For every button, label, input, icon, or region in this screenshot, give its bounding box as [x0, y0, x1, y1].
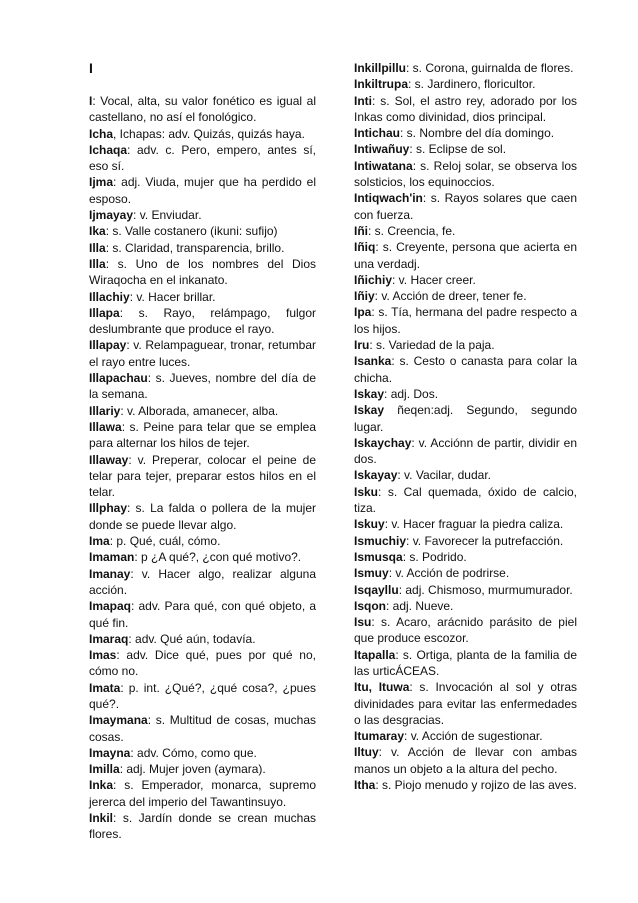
entry-definition: : adj. Dos.	[384, 386, 439, 401]
dictionary-entry	[354, 549, 577, 565]
entry-term: Illapachau	[89, 371, 148, 386]
dictionary-entry	[89, 712, 316, 745]
entry-term: Iskuy	[354, 517, 385, 532]
dictionary-entry	[89, 631, 316, 647]
entry-definition: : s. Podrido.	[402, 549, 467, 564]
entry-definition: : s. Jardinero, floricultor.	[408, 77, 536, 92]
entry-term: Isku	[354, 484, 379, 499]
entry-definition: : v. Acción de sugestionar.	[404, 729, 543, 744]
entry-definition: : s. Sol, el astro rey, adorado por los Inkas como divinidad, dios principal.	[354, 93, 577, 124]
entry-definition: : s. Tía, hermana del padre respecto a los hijos.	[354, 305, 577, 336]
dictionary-entry	[354, 288, 577, 304]
dictionary-entry	[354, 565, 577, 581]
entry-term: Illachiy	[89, 289, 130, 304]
dictionary-entry	[89, 500, 316, 533]
dictionary-entry	[354, 777, 577, 793]
entry-definition: : s. La falda o pollera de la mujer donde se puede llevar algo.	[89, 501, 316, 532]
entry-definition: : adj. Mujer joven (aymara).	[119, 762, 266, 777]
dictionary-entry	[354, 435, 577, 468]
entry-term: Illapa	[89, 305, 120, 320]
entry-definition: : s. Corona, guirnalda de flores.	[406, 61, 574, 75]
dictionary-entry	[89, 598, 316, 631]
letter-heading: I	[89, 60, 93, 76]
entry-definition: : v. Preperar, colocar el peine de telar para tejer, preparar estos hilos en el telar.	[89, 452, 316, 500]
dictionary-entry	[89, 142, 316, 175]
entry-term: Imayna	[89, 745, 131, 760]
dictionary-entry	[354, 598, 577, 614]
entry-term: Imanay	[89, 566, 131, 581]
entry-term: Imilla	[89, 762, 120, 777]
dictionary-entry	[89, 403, 316, 419]
dictionary-entry	[354, 337, 577, 353]
entry-definition: : s. Ortiga, planta de la familia de las urticÁCEAS.	[354, 647, 577, 678]
entry-term: Imapaq	[89, 599, 132, 614]
entry-definition: : p ¿A qué?, ¿con qué motivo?.	[134, 550, 302, 565]
entry-term: Iru	[354, 338, 370, 353]
dictionary-entry	[89, 126, 316, 142]
entry-term: Inkiltrupa	[354, 77, 409, 92]
dictionary-entry	[354, 614, 577, 647]
dictionary-entry	[354, 304, 577, 337]
entry-term: Ichaqa	[89, 142, 128, 157]
entry-definition: : s. Creencia, fe.	[368, 223, 456, 238]
entry-term: Intiwatana	[354, 158, 413, 173]
dictionary-entry	[354, 353, 577, 386]
entry-term: Iskay	[354, 403, 385, 418]
entry-term: Illa	[89, 240, 106, 255]
entry-definition: : v. Favorecer la putrefacción.	[406, 533, 564, 548]
entry-definition: : s. Peine para telar que se emplea para alternar los hilos de tejer.	[89, 419, 316, 451]
entry-definition: : v. Relampaguear, tronar, retumbar el rayo entre luces.	[89, 338, 316, 369]
entry-definition: : v. Hacer brillar.	[129, 289, 216, 304]
entry-definition: : s. Rayo, relámpago, fulgor deslumbrante que produce el rayo.	[89, 305, 316, 337]
entry-term: Intiqwach'in	[354, 191, 423, 206]
dictionary-entry	[89, 207, 316, 223]
entry-definition: : v. Vacilar, dudar.	[397, 468, 491, 483]
entry-definition: : s. Jardín donde se crean muchas flores.	[89, 811, 316, 842]
dictionary-entry	[354, 679, 577, 728]
entry-term: Illa	[89, 256, 106, 271]
entry-term: Intiwañuy	[354, 142, 410, 157]
entry-term: Imaman	[89, 550, 135, 565]
dictionary-entry	[354, 125, 577, 141]
entry-definition: : v. Enviudar.	[133, 208, 202, 223]
entry-definition: ñeqen:adj. Segundo, segundo lugar.	[354, 403, 577, 434]
dictionary-entry	[354, 484, 577, 517]
dictionary-entry	[89, 549, 316, 565]
entry-definition: : s. Nombre del día domingo.	[400, 126, 555, 141]
entry-term: Inkil	[89, 811, 114, 826]
dictionary-entry	[89, 452, 316, 501]
entry-term: Imata	[89, 680, 121, 695]
entry-definition: : s. Acaro, arácnido parásito de piel que produce escozor.	[354, 615, 577, 646]
entry-definition: : v. Hacer algo, realizar alguna acción.	[89, 566, 316, 597]
entry-term: Icha	[89, 126, 114, 141]
entry-definition: : v. Hacer fraguar la piedra caliza.	[384, 517, 564, 532]
entry-term: Ima	[89, 534, 110, 549]
dictionary-entry	[354, 582, 577, 598]
entry-definition: : s. Valle costanero (ikuni: sufijo)	[105, 224, 278, 239]
entry-term: Imaymana	[89, 713, 148, 728]
entry-term: Itu, Ituwa	[354, 680, 410, 695]
entry-definition: : s. Claridad, transparencia, brillo.	[105, 240, 285, 255]
dictionary-entry	[354, 141, 577, 157]
dictionary-entry	[89, 647, 316, 680]
entry-definition: : adj. Chismoso, murmumurador.	[398, 582, 573, 597]
dictionary-entry	[89, 240, 316, 256]
entry-term: Ismuchiy	[354, 533, 407, 548]
entry-definition: : s. Variedad de la paja.	[369, 338, 495, 353]
dictionary-entry	[89, 93, 316, 126]
dictionary-entry	[354, 190, 577, 223]
dictionary-entry	[89, 777, 316, 810]
entry-definition: : v. Acción de podrirse.	[388, 566, 510, 581]
dictionary-entry	[89, 745, 316, 761]
entry-definition: : Vocal, alta, su valor fonético es igual al castellano, no así el fonológico.	[89, 94, 316, 125]
entry-definition: : s. Rayos solares que caen con fuerza.	[354, 191, 577, 222]
entry-term: Ipa	[354, 305, 372, 320]
dictionary-entry	[354, 402, 577, 435]
entry-definition: : s. Multitud de cosas, muchas cosas.	[89, 713, 316, 744]
entry-definition: : adv. Para qué, con qué objeto, a qué fin.	[89, 599, 316, 630]
entry-definition: : adj. Nueve.	[386, 598, 454, 613]
dictionary-entry	[354, 533, 577, 549]
dictionary-entry	[89, 533, 316, 549]
entry-definition: : s. Jueves, nombre del día de la semana.	[89, 371, 316, 402]
entry-term: Isanka	[354, 354, 392, 369]
dictionary-entry	[354, 516, 577, 532]
entry-definition: : v. Hacer creer.	[392, 272, 476, 287]
entry-definition: : s. Eclipse de sol.	[409, 142, 507, 157]
entry-definition: : p. Qué, cuál, cómo.	[109, 534, 221, 549]
entry-term: Itha	[354, 778, 376, 793]
entry-term: Intichau	[354, 126, 401, 141]
dictionary-entry	[89, 223, 316, 239]
entry-definition: : s. Invocación al sol y otras divinidades para evitar las enfermedades o las desgracias.	[354, 680, 577, 727]
entry-definition: : s. Cesto o canasta para colar la chicha.	[354, 354, 577, 385]
dictionary-entry	[354, 239, 577, 272]
dictionary-entry	[354, 647, 577, 680]
dictionary-entry	[354, 467, 577, 483]
entry-term: Iskayay	[354, 468, 398, 483]
entry-definition: : adv. c. Pero, empero, antes sí, eso sí.	[89, 142, 316, 174]
entry-term: Imas	[89, 648, 117, 663]
entry-term: Itapalla	[354, 647, 396, 662]
entry-term: Iñiq	[354, 240, 376, 255]
dictionary-entry	[354, 76, 577, 92]
entry-term: Iltuy	[354, 745, 379, 760]
dictionary-entry	[354, 272, 577, 288]
entry-term: Isqayllu	[354, 582, 399, 597]
dictionary-entry	[354, 386, 577, 402]
dictionary-entry	[354, 728, 577, 744]
entry-term: Iskay	[354, 386, 385, 401]
entry-term: Isu	[354, 615, 372, 630]
right-entries	[354, 60, 577, 793]
dictionary-entry	[89, 419, 316, 452]
dictionary-entry	[89, 566, 316, 599]
dictionary-entry	[354, 93, 577, 126]
entry-term: Itumaray	[354, 729, 405, 744]
entry-term: Ismusqa	[354, 549, 403, 564]
entry-term: Ijma	[89, 175, 114, 190]
dictionary-entry	[354, 158, 577, 191]
entry-definition: : v. Acción de llevar con ambas manos un objeto a la altura del pecho.	[354, 745, 577, 776]
entry-term: Isqon	[354, 598, 386, 613]
entry-term: Illariy	[89, 403, 121, 418]
entry-definition: : v. Acción de dreer, tener fe.	[374, 289, 527, 304]
entry-definition: : s. Creyente, persona que acierta en una verdadj.	[354, 240, 577, 271]
entry-definition: : p. int. ¿Qué?, ¿qué cosa?, ¿pues qué?.	[89, 680, 316, 711]
dictionary-entry	[89, 370, 316, 403]
entry-definition: : v. Acciónn de partir, dividir en dos.	[354, 435, 577, 467]
entry-term: Ijmayay	[89, 208, 134, 223]
entry-term: Inkillpillu	[354, 61, 407, 75]
dictionary-entry	[89, 174, 316, 207]
entry-term: Illapay	[89, 338, 127, 353]
entry-term: Iskaychay	[354, 435, 412, 450]
entry-term: Illaway	[89, 452, 129, 467]
dictionary-entry	[89, 305, 316, 338]
dictionary-entry	[89, 680, 316, 713]
dictionary-entry	[354, 60, 577, 76]
entry-term: Imaraq	[89, 631, 129, 646]
entry-definition: : adv. Cómo, como que.	[130, 745, 257, 760]
entry-term: Inka	[89, 778, 114, 793]
dictionary-entry	[89, 337, 316, 370]
entry-definition: : adv. Dice qué, pues por qué no, cómo no.	[89, 648, 316, 679]
entry-term: Inti	[354, 93, 372, 108]
entry-term: Illawa	[89, 419, 122, 434]
dictionary-entry	[89, 761, 316, 777]
entry-definition: : adj. Viuda, mujer que ha perdido el esposo.	[89, 175, 316, 206]
dictionary-entry	[89, 256, 316, 289]
entry-term: Ika	[89, 224, 106, 239]
entry-definition: : v. Alborada, amanecer, alba.	[120, 403, 279, 418]
entry-definition: : s. Cal quemada, óxido de calcio, tiza.	[354, 484, 577, 516]
entry-term: Iñiy	[354, 289, 375, 304]
dictionary-entry	[354, 223, 577, 239]
entry-term: Iñi	[354, 223, 368, 238]
entry-definition: : s. Emperador, monarca, supremo jererca del imperio del Tawantinsuyo.	[89, 778, 316, 809]
left-entries	[89, 93, 316, 843]
entry-definition: , Ichapas: adv. Quizás, quizás haya.	[113, 126, 305, 141]
entry-term: Ismuy	[354, 566, 389, 581]
entry-definition: : s. Piojo menudo y rojizo de las aves.	[375, 778, 577, 793]
entry-definition: : s. Uno de los nombres del Dios Wiraqocha en el inkanato.	[89, 256, 316, 288]
entry-definition: : adv. Qué aún, todavía.	[128, 631, 256, 646]
entry-term: Illphay	[89, 501, 128, 516]
entry-term: Iñichiy	[354, 272, 393, 287]
dictionary-entry	[89, 289, 316, 305]
entry-term: I	[89, 94, 93, 108]
dictionary-entry	[89, 810, 316, 843]
dictionary-entry	[354, 744, 577, 777]
entry-definition: : s. Reloj solar, se observa los solsticios, los equinoccios.	[354, 158, 577, 190]
